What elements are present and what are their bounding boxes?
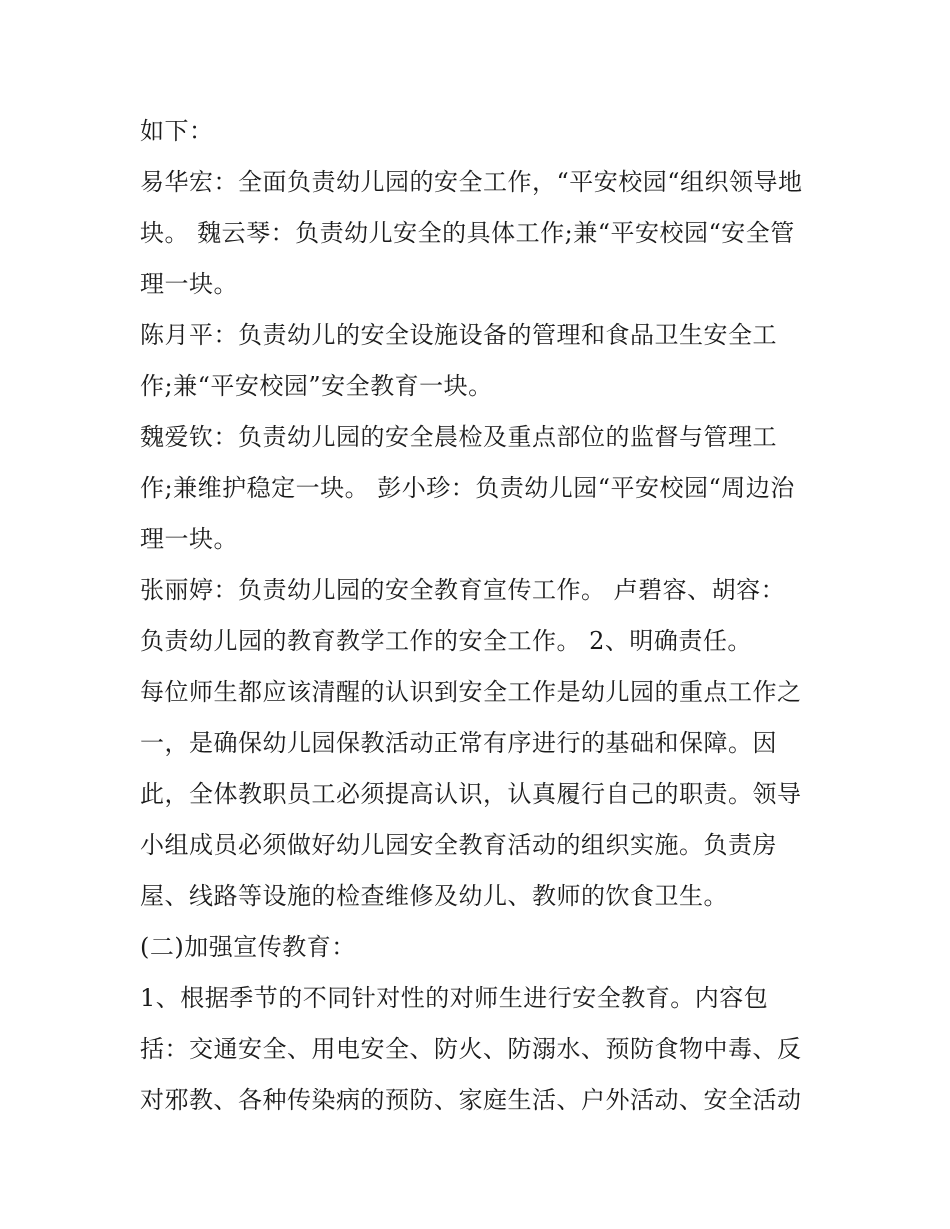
text-line: 作;兼维护稳定一块。 彭小珍：负责幼儿园“平安校园“周边治 — [140, 474, 795, 502]
text-line: 对邪教、各种传染病的预防、家庭生活、户外活动、安全活动 — [140, 1086, 802, 1114]
text-line: 小组成员必须做好幼儿园安全教育活动的组织实施。负责房 — [140, 831, 777, 859]
text-line: 此，全体教职员工必须提高认识，认真履行自己的职责。领导 — [140, 780, 802, 808]
text-line: 负责幼儿园的教育教学工作的安全工作。 2、明确责任。 — [140, 627, 752, 655]
text-line: 每位师生都应该清醒的认识到安全工作是幼儿园的重点工作之 — [140, 678, 802, 706]
document-body — [140, 106, 820, 1126]
text-line: 1、根据季节的不同针对性的对师生进行安全教育。内容包 — [140, 984, 769, 1012]
text-line: 作;兼“平安校园”安全教育一块。 — [140, 372, 493, 400]
text-line: 括：交通安全、用电安全、防火、防溺水、预防食物中毒、反 — [140, 1035, 802, 1063]
text-line: 魏爱钦：负责幼儿园的安全晨检及重点部位的监督与管理工 — [140, 423, 777, 451]
text-line: 一，是确保幼儿园保教活动正常有序进行的基础和保障。因 — [140, 729, 777, 757]
text-line: 块。 魏云琴：负责幼儿安全的具体工作;兼“平安校园“安全管 — [140, 219, 795, 247]
text-line: 理一块。 — [140, 525, 238, 553]
text-line: 张丽婷：负责幼儿园的安全教育宣传工作。 卢碧容、胡容： — [140, 576, 786, 604]
text-line: (二)加强宣传教育： — [140, 933, 356, 961]
text-line: 如下： — [140, 117, 214, 145]
text-line: 屋、线路等设施的检查维修及幼儿、教师的饮食卫生。 — [140, 882, 728, 910]
text-line: 易华宏：全面负责幼儿园的安全工作，“平安校园“组织领导地 — [140, 168, 803, 196]
text-line: 理一块。 — [140, 270, 238, 298]
text-line: 陈月平：负责幼儿的安全设施设备的管理和食品卫生安全工 — [140, 321, 777, 349]
